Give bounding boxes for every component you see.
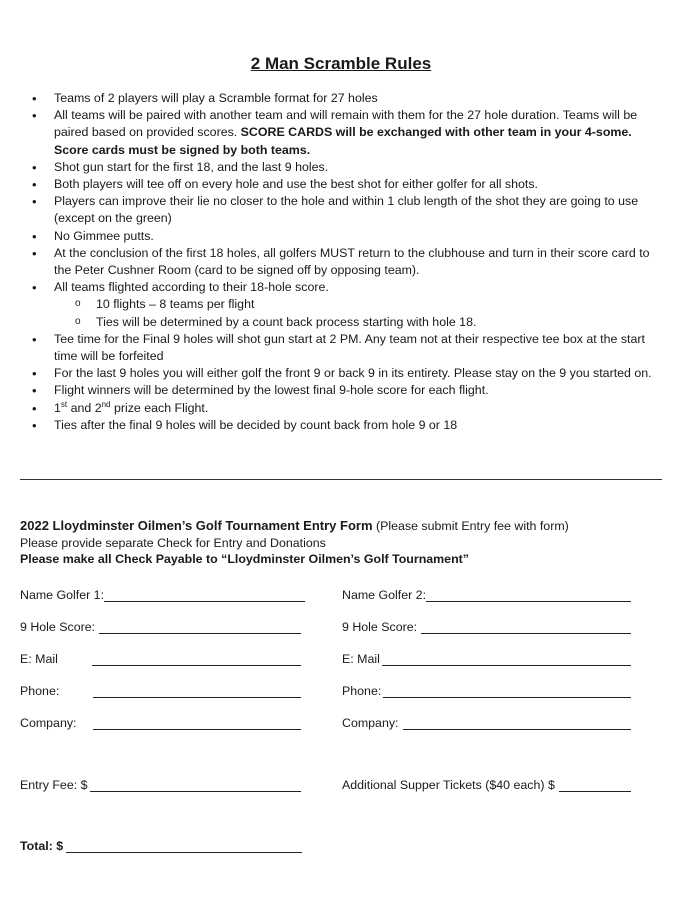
form-title-note: (Please submit Entry fee with form): [372, 519, 569, 533]
rule-item: • Both players will tee off on every hole and use the best shot for either golfer for all shots.: [30, 176, 660, 193]
golfer2-email-field[interactable]: E: Mail: [342, 651, 631, 666]
golfer1-email-field[interactable]: E: Mail: [20, 651, 301, 666]
rule-subitem: o 10 flights – 8 teams per flight: [73, 296, 660, 313]
rule-item: • All teams flighted according to their 18-hole score. o 10 flights – 8 teams per flight o Ties will be determined by a count back process starting with hole 18.: [30, 279, 660, 331]
rule-item: • Players can improve their lie no closer to the hole and within 1 club length of the shot they are going to use (except on the green): [30, 193, 660, 227]
section-divider: [20, 479, 662, 480]
golfer1-phone-field[interactable]: Phone:: [20, 683, 301, 698]
supper-tickets-field[interactable]: Additional Supper Tickets ($40 each) $: [342, 777, 631, 792]
total-field[interactable]: Total: $: [20, 838, 302, 853]
rule-subitem: o Ties will be determined by a count back process starting with hole 18.: [73, 314, 660, 331]
rule-item: • 1st and 2nd prize each Flight.: [30, 400, 660, 417]
rule-item: • For the last 9 holes you will either golf the front 9 or back 9 in its entirety. Please stay on the 9 you started on.: [30, 365, 660, 382]
golfer2-company-field[interactable]: Company:: [342, 715, 631, 730]
golfer1-name-field[interactable]: Name Golfer 1:: [20, 587, 305, 602]
form-payable-note: Please make all Check Payable to “Lloydminster Oilmen’s Golf Tournament”: [20, 552, 469, 567]
rule-item: • Tee time for the Final 9 holes will shot gun start at 2 PM. Any team not at their respective tee box at the start time will be forfeited: [30, 331, 660, 365]
golfer2-score-field[interactable]: 9 Hole Score:: [342, 619, 631, 634]
rule-item: • Flight winners will be determined by the lowest final 9-hole score for each flight.: [30, 382, 660, 399]
form-instruction: Please provide separate Check for Entry and Donations: [20, 535, 326, 550]
golfer2-phone-field[interactable]: Phone:: [342, 683, 631, 698]
form-header: [20, 518, 670, 568]
golfer2-name-field[interactable]: Name Golfer 2:: [342, 587, 631, 602]
golfer1-company-field[interactable]: Company:: [20, 715, 301, 730]
form-title: 2022 Lloydminster Oilmen’s Golf Tournament Entry Form: [20, 518, 373, 533]
rules-list: [30, 90, 660, 434]
rule-item: • No Gimmee putts.: [30, 228, 660, 245]
rule-item: • All teams will be paired with another team and will remain with them for the 27 hole duration. Teams will be paired based on provided scores. SCORE CARDS will be exchanged with other team in your 4-some. Score cards must be signed by both teams.: [30, 107, 660, 159]
golfer1-score-field[interactable]: 9 Hole Score:: [20, 619, 301, 634]
rule-item: • Ties after the final 9 holes will be decided by count back from hole 9 or 18: [30, 417, 660, 434]
rule-item: • Shot gun start for the first 18, and the last 9 holes.: [30, 159, 660, 176]
rule-item: • At the conclusion of the first 18 holes, all golfers MUST return to the clubhouse and turn in their score card to the Peter Cushner Room (card to be signed off by opposing team).: [30, 245, 660, 279]
rule-item: • Teams of 2 players will play a Scramble format for 27 holes: [30, 90, 660, 107]
page-title: 2 Man Scramble Rules: [250, 54, 432, 73]
entry-fee-field[interactable]: Entry Fee: $: [20, 777, 301, 792]
rule-sublist: [54, 296, 660, 330]
